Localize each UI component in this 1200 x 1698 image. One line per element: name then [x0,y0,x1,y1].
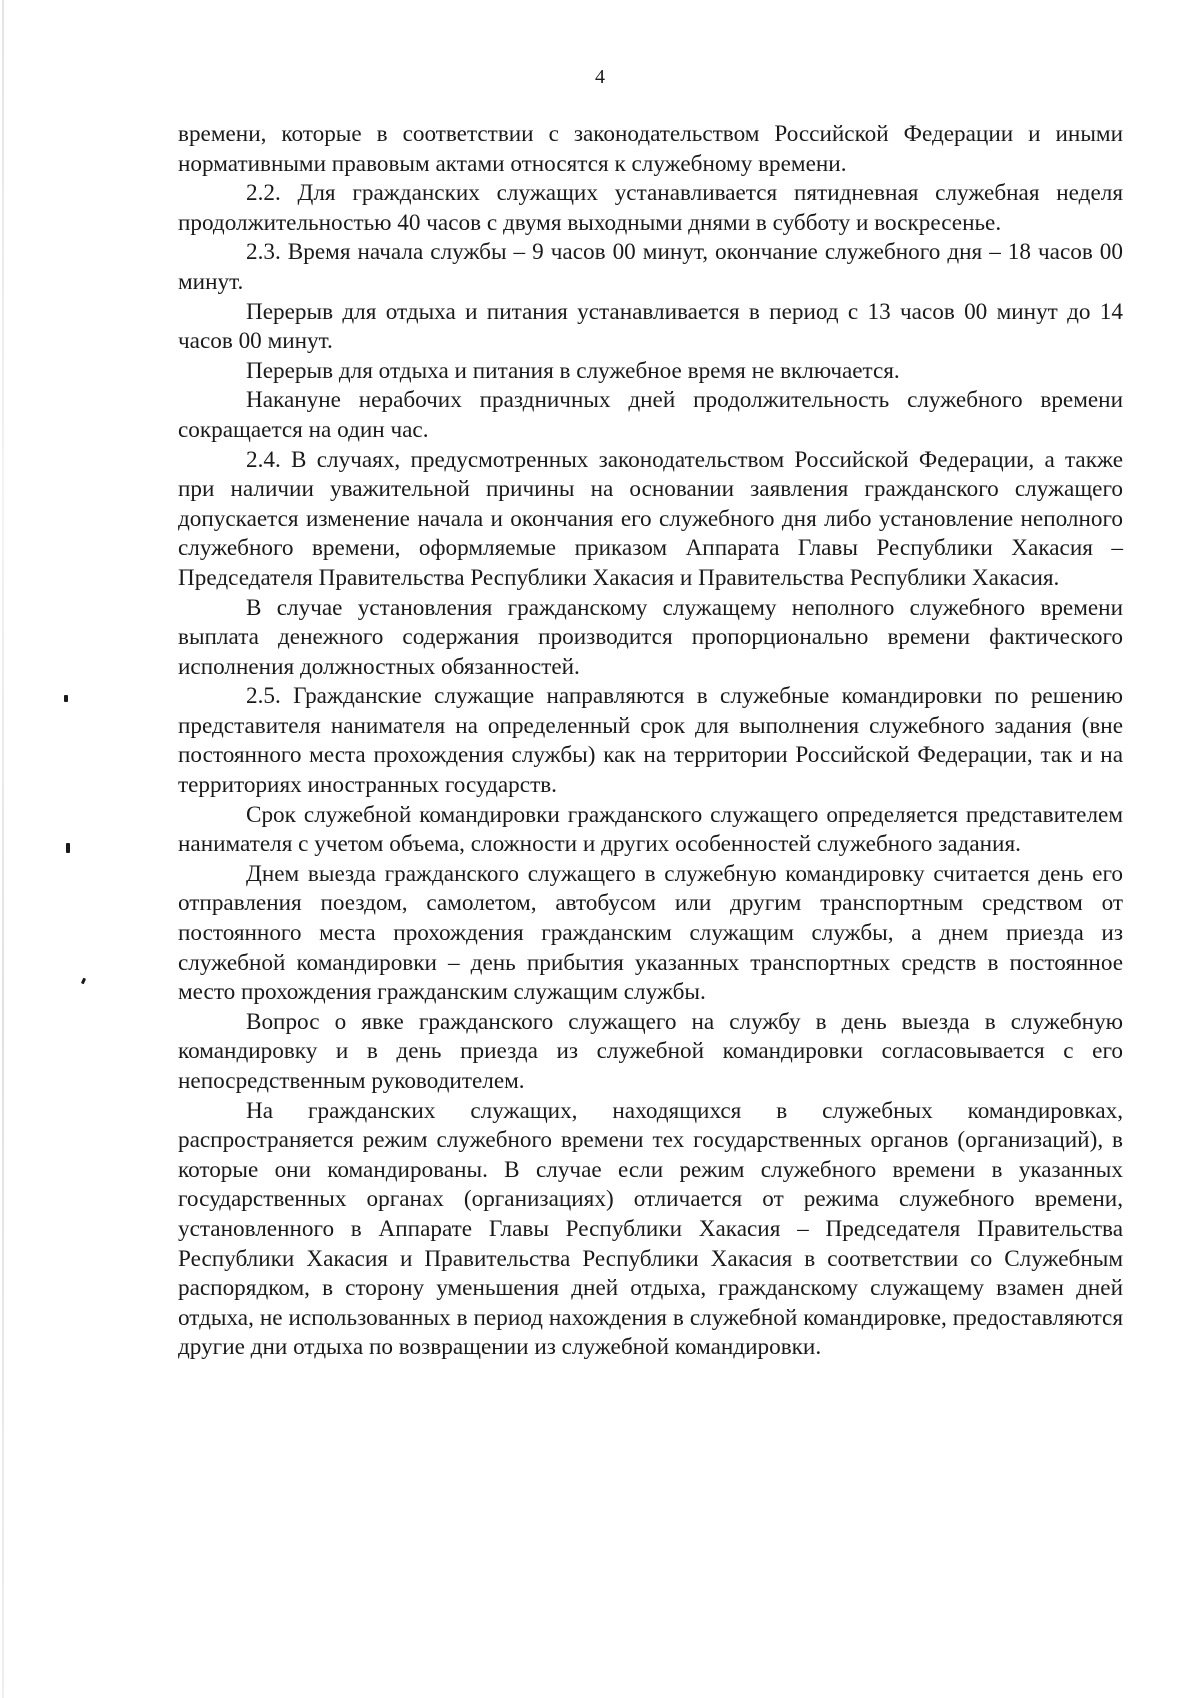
paragraph-part-time-pay: В случае установления гражданскому служащему неполного служебного времени выплата денежного содержания производится пропорционально времени фактического исполнения должностных обязанностей. [178,594,1123,680]
paragraph-2-2: 2.2. Для гражданских служащих устанавливается пятидневная служебная неделя продолжительностью 40 часов с двумя выходными днями в субботу и воскресенье. [178,180,1123,236]
paragraph-2-3: 2.3. Время начала службы – 9 часов 00 минут, окончание служебного дня – 18 часов 00 минут. [178,239,1123,295]
document-body [178,120,1123,1363]
paragraph-2-5: 2.5. Гражданские служащие направляются в служебные командировки по решению представителя нанимателя на определенный срок для выполнения служебного задания (вне постоянного места прохождения службы) как на территории Российской Федерации, так и на территориях иностранных государств. [178,683,1123,799]
paragraph-trip-regime: На гражданских служащих, находящихся в служебных командировках, распространяется режим служебного времени тех государственных органов (организаций), в которые они командированы. В случае если режим служебного времени в указанных государственных органах (организациях) отличается от режима служебного времени, установленного в Аппарате Главы Республики Хакасия – Председателя Правительства Республики Хакасия и Правительства Республики Хакасия в соответствии со Служебным распорядком, в сторону уменьшения дней отдыха, гражданскому служащему взамен дней отдыха, не использованных в период нахождения в служебной командировке, предоставляются другие дни отдыха по возвращении из служебной командировки. [178,1097,1123,1361]
paragraph-holiday-eve: Накануне нерабочих праздничных дней продолжительность служебного времени сокращается на один час. [178,387,1123,443]
paragraph-continuation: времени, которые в соответствии с законодательством Российской Федерации и иными нормативными правовым актами относятся к служебному времени. [178,121,1123,177]
paragraph-break-period: Перерыв для отдыха и питания устанавливается в период с 13 часов 00 минут до 14 часов 00 минут. [178,298,1123,355]
scan-speck [81,978,86,985]
scan-speck [64,695,68,702]
scan-edge-shadow [2,0,4,1698]
scan-speck [66,843,70,853]
paragraph-trip-duration: Срок служебной командировки гражданского служащего определяется представителем нанимателя с учетом объема, сложности и других особенностей служебного задания. [178,801,1123,858]
page-number: 4 [595,66,605,88]
paragraph-2-4: 2.4. В случаях, предусмотренных законодательством Российской Федерации, а также при наличии уважительной причины на основании заявления гражданского служащего допускается изменение начала и окончания его служебного дня либо установление неполного служебного времени, оформляемые приказом Аппарата Главы Республики Хакасия – Председателя Правительства Республики Хакасия и Правительства Республики Хакасия. [178,446,1123,591]
paragraph-departure-day: Днем выезда гражданского служащего в служебную командировку считается день его отправления поездом, самолетом, автобусом или другим транспортным средством от постоянного места прохождения гражданским служащим службы, а днем приезда из служебной командировки – день прибытия указанных транспортных средств в постоянное место прохождения гражданским служащим службы. [178,860,1123,1006]
paragraph-attendance: Вопрос о явке гражданского служащего на службу в день выезда в служебную командировку и в день приезда из служебной командировки согласовывается с его непосредственным руководителем. [178,1008,1123,1094]
paragraph-break-excluded: Перерыв для отдыха и питания в служебное время не включается. [246,357,900,384]
